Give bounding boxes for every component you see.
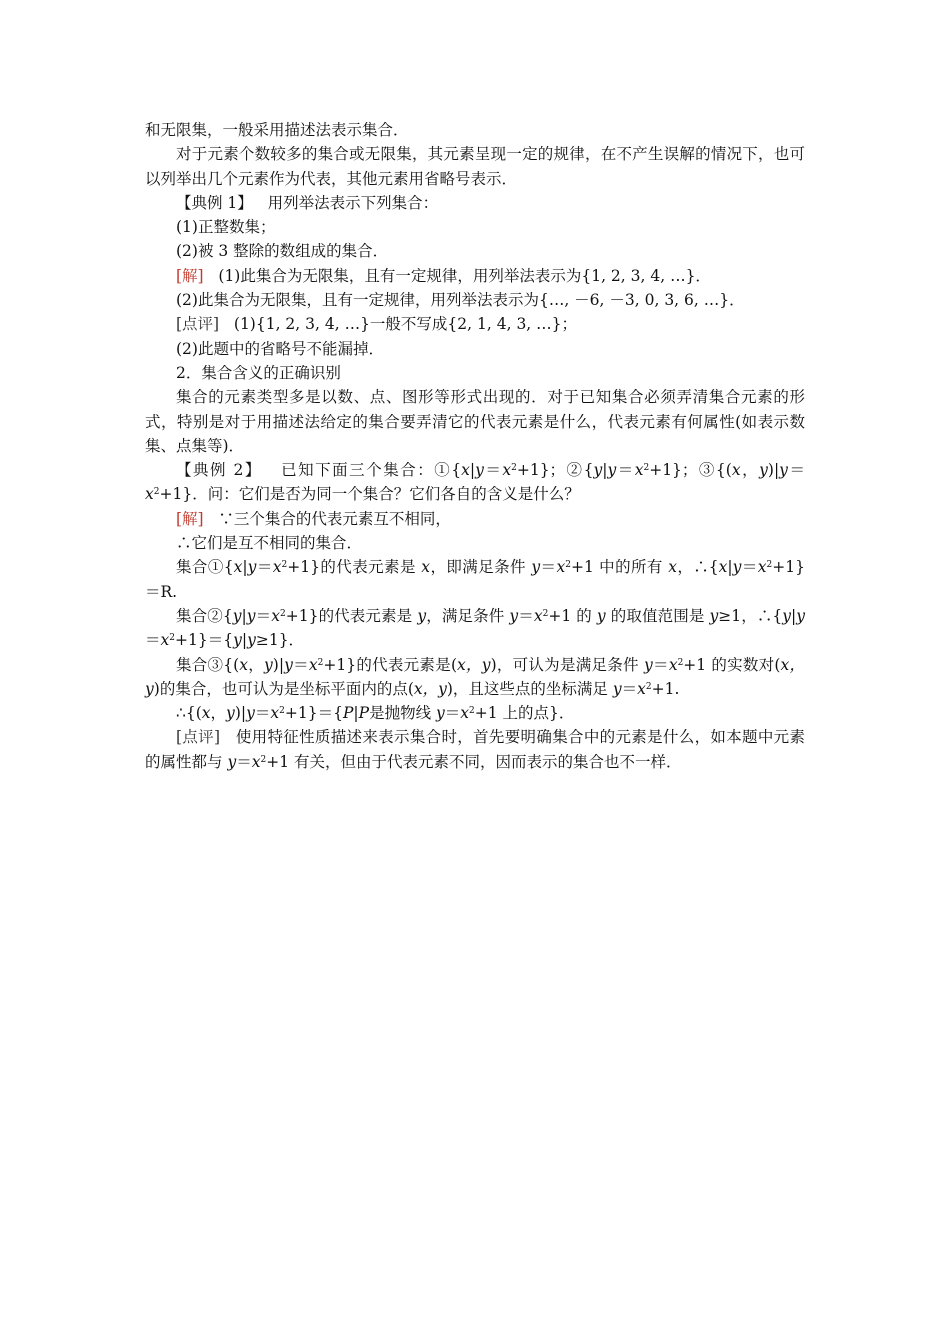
solution-1-part-2: (2)此集合为无限集，且有一定规律，用列举法表示为{…, －6, －3, 0, 3, 6, …}．	[176, 291, 745, 310]
math-var: x	[757, 558, 767, 577]
math-var: y	[759, 461, 768, 480]
text-run: )，可认为是满足条件	[490, 655, 644, 674]
math-sym: |	[278, 655, 285, 674]
math-var: x	[421, 558, 431, 577]
math-var: y	[796, 606, 805, 625]
text-run: +1}．问：它们是否为同一个集合？它们各自的含义是什么？	[159, 485, 580, 504]
solution-2-line-1	[145, 507, 805, 531]
text-run: ∴{(	[176, 704, 202, 723]
math-var: x	[271, 606, 280, 625]
comment-label: [点评]	[176, 315, 220, 334]
solution-2-line-1-text: ∵三个集合的代表元素互不相同，	[218, 509, 451, 528]
text-run: 已知下面三个集合：①{	[281, 461, 462, 480]
math-var: y	[284, 655, 293, 674]
text-run: +1}的代表元素是(	[323, 655, 458, 674]
math-var: y	[247, 558, 257, 577]
math-exp: 2	[260, 754, 267, 765]
math-var: y	[644, 655, 653, 674]
example-1-question-1: (1)正整数集；	[176, 218, 276, 237]
math-sym: ，	[210, 704, 227, 723]
math-exp: 2	[542, 608, 549, 619]
math-sym: ，	[740, 461, 760, 480]
math-var: x	[201, 704, 211, 723]
math-sym: ，	[247, 655, 265, 674]
math-sym: ＝	[787, 461, 805, 480]
math-exp: 2	[645, 681, 652, 692]
math-exp: 2	[153, 487, 160, 498]
math-var: x	[637, 679, 646, 698]
math-var: y	[509, 606, 519, 625]
solution-2-set-2	[145, 604, 805, 653]
text-run: +1}的代表元素是	[287, 558, 422, 577]
math-sym: |	[353, 704, 359, 723]
math-var: P	[358, 704, 370, 723]
math-sym: ＝	[540, 558, 557, 577]
solution-2-set-3: 集合③{(x，$y)|y=x^2+1$}的代表元素是(x，y)，可认为是满足条件 $y=x^2+1$ 的实数对(x，y)的集合，也可认为是坐标平面内的点(x，y)，且这些点的坐标满足 $y=x^2+1$.	[145, 655, 805, 698]
math-var: y	[732, 558, 742, 577]
math-exp: 2	[317, 657, 324, 668]
math-sym: ＝	[444, 704, 461, 723]
math-var: x	[460, 704, 470, 723]
math-var: x	[556, 558, 566, 577]
math-var: x	[731, 461, 741, 480]
math-var: y	[531, 558, 541, 577]
text-run: ≥1，∴{	[718, 606, 783, 625]
math-sym: ＝	[741, 558, 758, 577]
math-var: y	[226, 704, 235, 723]
math-var: y	[782, 606, 791, 625]
text-run: )的集合，也可认为是坐标平面内的点(	[153, 679, 414, 698]
math-var: y	[596, 606, 606, 625]
math-var: y	[436, 704, 445, 723]
section-2-text: 集合的元素类型多是以数、点、图形等形式出现的．对于已知集合必须弄清集合元素的形式，特别是对于用描述法给定的集合要弄清它的代表元素是什么，代表元素有何属性(如表示数集、点集等)．	[145, 388, 805, 455]
text-run: +1 中的所有	[570, 558, 669, 577]
math-sym: ＝	[236, 752, 252, 771]
text-run: ，即满足条件	[430, 558, 532, 577]
math-var: y	[593, 461, 603, 480]
math-sym: |	[469, 461, 476, 480]
math-var: P	[342, 704, 354, 723]
math-var: y	[233, 631, 242, 650]
math-var: y	[246, 704, 255, 723]
example-1-label: 【典例 1】	[176, 193, 253, 212]
text-run: 的取值范围是	[605, 606, 710, 625]
math-var: x，y	[145, 655, 805, 698]
math-var: y	[709, 606, 719, 625]
math-exp: 2	[280, 608, 286, 619]
paragraph-omission-rule: 对于元素个数较多的集合或无限集，其元素呈现一定的规律，在不产生误解的情况下，也可以列举出几个元素作为代表，其他元素用省略号表示．	[145, 145, 805, 188]
solution-2-conclusion: ∴{(x，$y)|y=x^2+1\}=\{P|P$是抛物线 $y=x^2+1$ 上的点}．	[176, 704, 575, 723]
text-run: 使用特征性质描述来表示集合时，首先要明确集合中的元素是什么，如本题中元素的属性都与	[145, 728, 805, 771]
math-sym: |	[773, 461, 780, 480]
example-2-label: 【典例 2】	[176, 461, 262, 480]
math-exp: 2	[279, 706, 285, 717]
math-sym: ＝	[652, 655, 669, 674]
math-var: x	[718, 558, 728, 577]
text-run: +1}＝R.	[145, 558, 805, 601]
math-sym: ＝	[145, 631, 161, 650]
math-sym: |	[727, 558, 733, 577]
math-sym: ＝	[255, 606, 272, 625]
paragraph-continuation: 和无限集，一般采用描述法表示集合．	[145, 121, 409, 139]
math-var: x	[239, 655, 248, 674]
math-exp: 2	[169, 633, 175, 644]
math-exp: 2	[511, 463, 517, 474]
text-run: )，且这些点的坐标满足	[446, 679, 613, 698]
math-var: x	[502, 461, 512, 480]
math-var: y	[612, 679, 622, 698]
math-exp: 2	[677, 657, 684, 668]
math-var: x，y	[457, 655, 491, 674]
text-run: ，满足条件	[426, 606, 510, 625]
text-run: +1.	[651, 679, 680, 698]
comment-1-part-1-text: (1){1, 2, 3, 4, …}一般不写成{2, 1, 4, 3, …}；	[233, 315, 578, 334]
example-2-question: 【典例 2】 已知下面三个集合：$①\{x|y=x^2+1\}$；$②\{y|y=x^2+1\}$；③{(x，$y)|y=x^2+1$}．问：它们是否为同一个集合？它们各自的含义是什么？	[145, 461, 805, 504]
solution-label: [解]	[176, 266, 204, 285]
text-run: +1}；③{(	[649, 461, 732, 480]
text-run: +1}＝{	[284, 704, 343, 723]
text-run: ，∴{	[676, 558, 719, 577]
math-var: x	[160, 631, 170, 650]
math-var: x	[668, 558, 677, 577]
math-var: x	[461, 461, 470, 480]
math-exp: 2	[469, 706, 475, 717]
section-2-title: 2．集合含义的正确识别	[176, 363, 341, 382]
text-run: 集合①{	[176, 558, 234, 577]
math-exp: 2	[565, 560, 571, 571]
math-sym: |	[241, 631, 248, 650]
math-var: y	[607, 461, 617, 480]
text-run: +1}；②{	[516, 461, 594, 480]
solution-label: [解]	[176, 509, 204, 528]
math-sym: |	[241, 606, 247, 625]
math-exp: 2	[766, 560, 773, 571]
math-sym: ＝	[616, 461, 635, 480]
math-sym: ＝	[518, 606, 534, 625]
math-var: x	[668, 655, 678, 674]
math-var: x，y	[413, 679, 447, 698]
example-1-heading	[145, 191, 805, 215]
math-var: y	[246, 606, 256, 625]
math-sym: ＝	[292, 655, 309, 674]
text-run: +1 有关，但由于代表元素不同，因而表示的集合也不一样．	[266, 752, 682, 771]
math-sym: ＝	[256, 558, 273, 577]
math-var: x	[233, 558, 243, 577]
math-var: y	[475, 461, 484, 480]
text-run: +1}＝{	[175, 631, 234, 650]
solution-1-part-1	[145, 264, 805, 288]
comment-1-part-2: (2)此题中的省略号不能漏掉．	[176, 339, 384, 358]
text-run: +1}的代表元素是	[285, 606, 418, 625]
solution-2-line-2: ∴它们是互不相同的集合．	[176, 534, 363, 553]
math-var: y	[779, 461, 788, 480]
text-run: +1 的	[548, 606, 597, 625]
text-run: +1 的实数对(	[683, 655, 781, 674]
comment-1-part-1	[145, 312, 805, 336]
math-var: y	[417, 606, 427, 625]
math-var: y	[232, 606, 242, 625]
text-run: ≥1}．	[255, 631, 305, 650]
text-run: +1 上的点}．	[474, 704, 575, 723]
math-var: x	[308, 655, 318, 674]
math-sym: |	[790, 606, 797, 625]
math-sym: |	[242, 558, 248, 577]
math-var: x	[272, 558, 282, 577]
math-var: y	[227, 752, 237, 771]
math-var: x	[634, 461, 644, 480]
math-var: y	[247, 631, 256, 650]
text-run: 集合②{	[176, 606, 233, 625]
math-var: x	[533, 606, 543, 625]
solution-2-set-1	[145, 555, 805, 604]
math-sym: ＝	[483, 461, 503, 480]
math-var: x	[251, 752, 261, 771]
example-1-text: 用列举法表示下列集合：	[267, 193, 439, 212]
math-var: x	[145, 485, 154, 504]
comment-label: [点评]	[176, 728, 221, 747]
math-sym: ＝	[254, 704, 271, 723]
text-run: 集合③{(	[176, 655, 240, 674]
example-1-question-2: (2)被 3 整除的数组成的集合．	[176, 242, 389, 261]
document-body	[145, 118, 805, 774]
math-sym: |	[602, 461, 608, 480]
math-exp: 2	[643, 463, 650, 474]
math-sym: |	[240, 704, 247, 723]
solution-1-part-1-text: (1)此集合为无限集，且有一定规律，用列举法表示为{1, 2, 3, 4, …}．	[218, 266, 711, 285]
math-exp: 2	[281, 560, 288, 571]
math-var: y	[264, 655, 273, 674]
text-run: 是抛物线	[369, 704, 436, 723]
comment-2	[145, 725, 805, 774]
math-sym: ＝	[621, 679, 638, 698]
math-var: x	[270, 704, 280, 723]
